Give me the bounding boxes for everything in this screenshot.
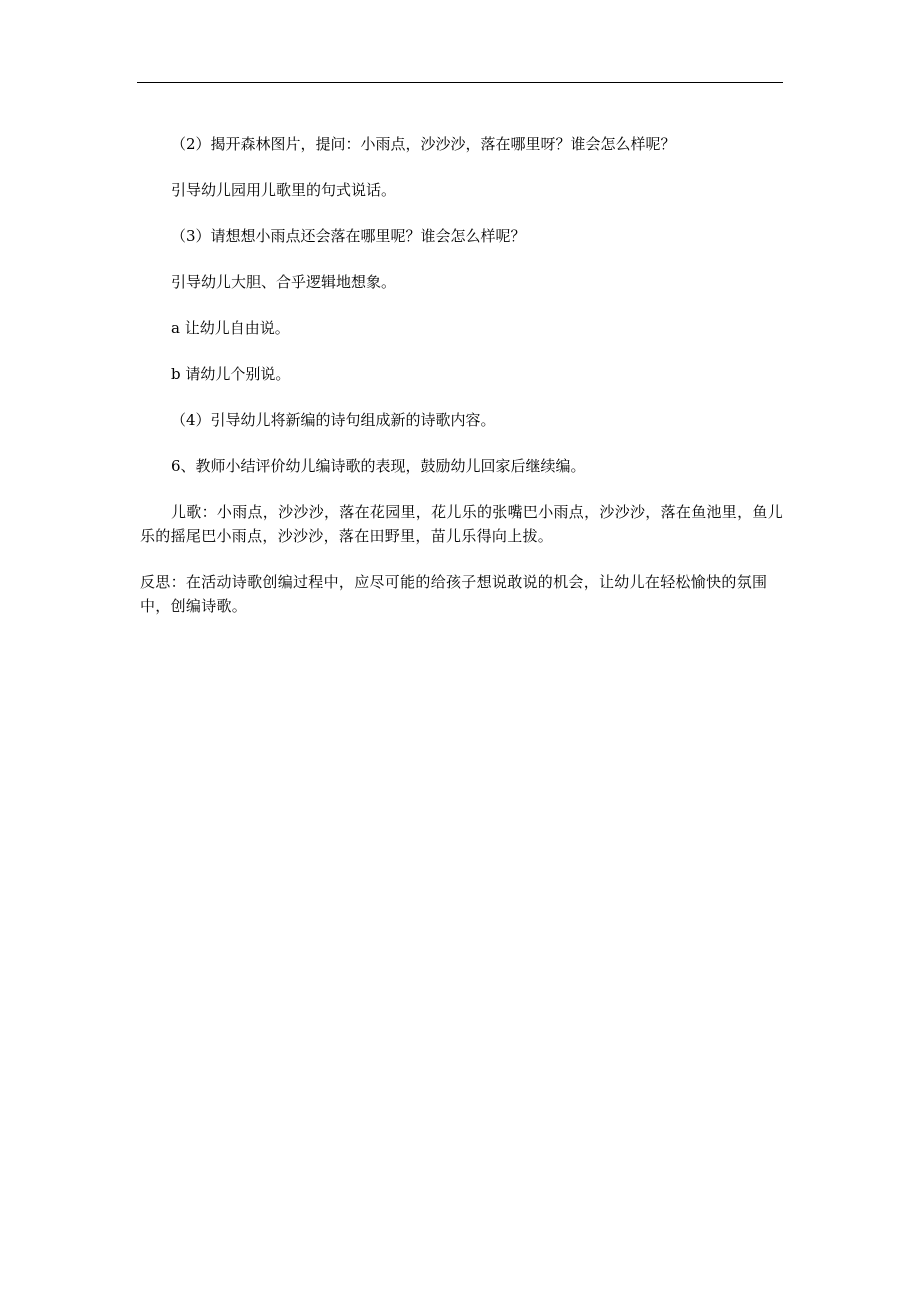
paragraph-guide-imagine: 引导幼儿大胆、合乎逻辑地想象。 bbox=[171, 273, 397, 291]
paragraph-step-6: 6、教师小结评价幼儿编诗歌的表现，鼓励幼儿回家后继续编。 bbox=[171, 457, 586, 475]
paragraph-step-4: （4）引导幼儿将新编的诗句组成新的诗歌内容。 bbox=[171, 411, 496, 429]
paragraph-reflection: 反思：在活动诗歌创编过程中，应尽可能的给孩子想说敢说的机会，让幼儿在轻松愉快的氛围中，创编诗歌。 bbox=[140, 573, 768, 615]
paragraph-step-2: （2）揭开森林图片，提问：小雨点，沙沙沙，落在哪里呀？谁会怎么样呢？ bbox=[171, 135, 676, 153]
paragraph-step-3: （3）请想想小雨点还会落在哪里呢？谁会怎么样呢？ bbox=[171, 227, 526, 245]
header-rule bbox=[137, 82, 783, 83]
paragraph-song: 儿歌：小雨点，沙沙沙，落在花园里，花儿乐的张嘴巴小雨点，沙沙沙，落在鱼池里，鱼儿乐的摇尾巴小雨点，沙沙沙，落在田野里，苗儿乐得向上拔。 bbox=[140, 503, 784, 545]
paragraph-item-b: b 请幼儿个别说。 bbox=[171, 365, 291, 383]
paragraph-guide-sentence: 引导幼儿园用儿歌里的句式说话。 bbox=[171, 181, 397, 199]
paragraph-item-a: a 让幼儿自由说。 bbox=[171, 319, 290, 337]
document-body bbox=[140, 132, 796, 618]
